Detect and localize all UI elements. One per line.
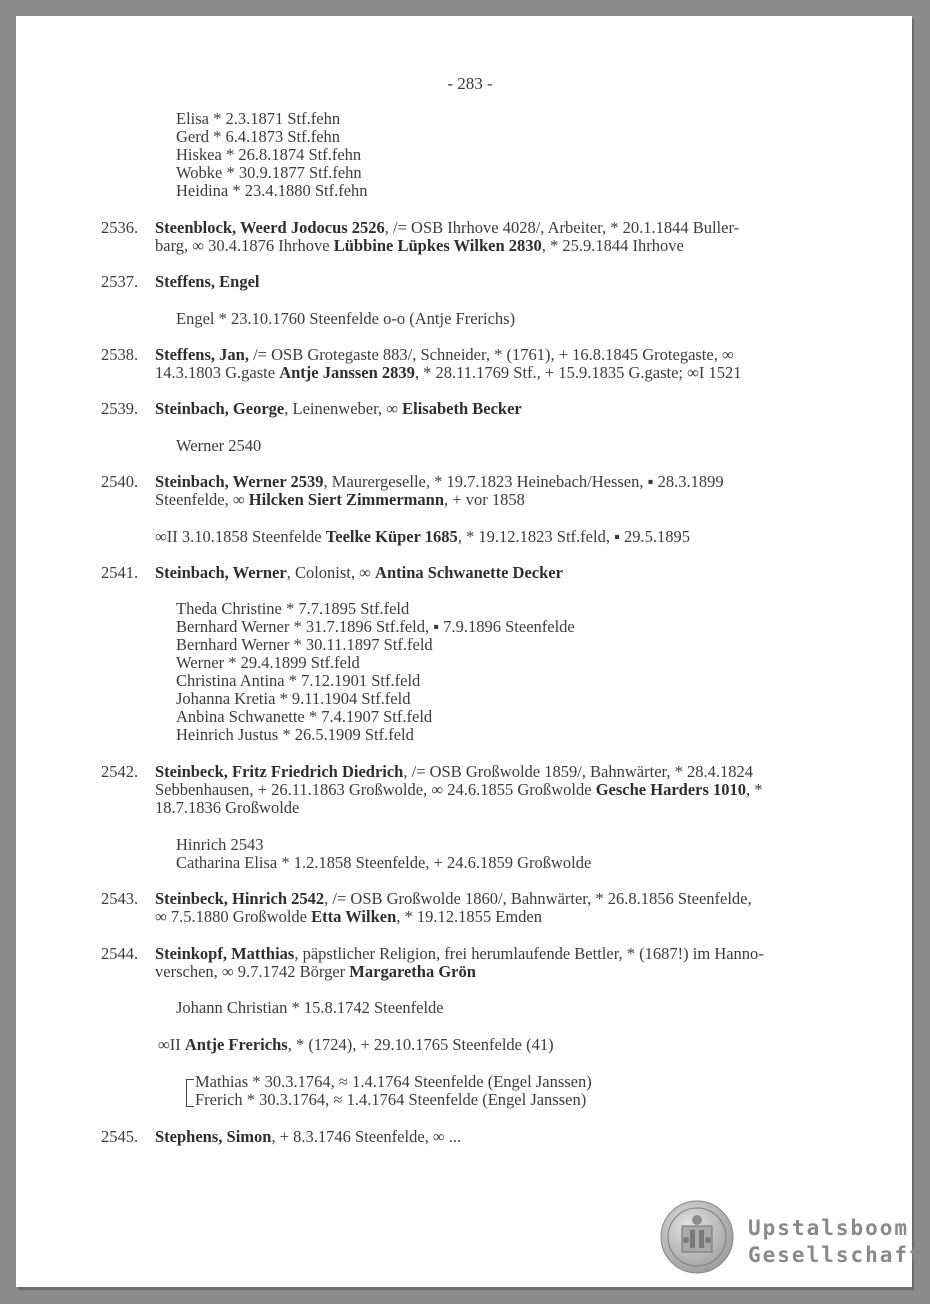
child-line: Werner 2540 [176,436,262,455]
child-line: Hinrich 2543 [176,835,264,854]
entry-line: Stephens, Simon, + 8.3.1746 Steenfelde, ∞ ... [155,1127,462,1146]
child-line: Johanna Kretia * 9.11.1904 Stf.feld [176,689,411,708]
person-name: Steinbach, George [155,399,285,418]
entry-number: 2539. [101,399,139,418]
entry-number: 2543. [101,889,139,908]
entry-line [155,273,260,291]
entry-line: Steinkopf, Matthias, päpstlicher Religion, frei herumlaufende Bettler, * (1687!) im Hanno- [155,944,764,963]
logo-subtitle: Gesellschaft [748,1243,924,1267]
child-line: Gerd * 6.4.1873 Stf.fehn [176,127,341,146]
person-name: Steinbeck, Fritz Friedrich Diedrich [155,762,404,781]
person-name: Steinkopf, Matthias [155,944,295,963]
person-name: Steenblock, Weerd Jodocus 2526 [155,218,385,237]
spouse-name: Hilcken Siert Zimmermann [248,490,445,509]
logo-title: Upstalsboom [748,1216,910,1240]
second-marriage-line: ∞II 3.10.1858 Steenfelde Teelke Küper 1685, * 19.12.1823 Stf.feld, ▪ 29.5.1895 [155,527,691,546]
entry-line: Steenblock, Weerd Jodocus 2526, /= OSB Ihrhove 4028/, Arbeiter, * 20.1.1844 Buller- [155,218,740,237]
child-line: Bernhard Werner * 31.7.1896 Stf.feld, ▪ 7.9.1896 Steenfelde [176,617,575,636]
child-line: Wobke * 30.9.1877 Stf.fehn [176,163,362,182]
entry-line: Steinbach, George, Leinenweber, ∞ Elisabeth Becker [155,399,522,418]
person-name: Stephens, Simon [155,1127,272,1146]
page-number: - 283 - [447,74,493,93]
person-name: Steinbach, Werner [155,563,287,582]
entry-number: 2537. [101,272,139,291]
entry-number: 2536. [101,218,139,237]
spouse-name: Antje Frerichs [184,1035,288,1054]
entry-number: 2538. [101,345,139,364]
child-line: Anbina Schwanette * 7.4.1907 Stf.feld [176,707,433,726]
entry-line: barg, ∞ 30.4.1876 Ihrhove Lübbine Lüpkes Wilken 2830, * 25.9.1844 Ihrhove [155,236,684,255]
entry-line: verschen, ∞ 9.7.1742 Börger Margaretha Grön [155,962,476,981]
spouse-name: Antina Schwanette Decker [375,563,563,582]
twins-bracket [186,1079,194,1107]
entry-number: 2544. [101,944,139,963]
entry-line: Steinbeck, Hinrich 2542, /= OSB Großwolde 1860/, Bahnwärter, * 26.8.1856 Steenfelde, [155,889,752,908]
entry-number: 2540. [101,472,139,491]
entry-number: 2545. [101,1127,139,1146]
second-marriage-line: ∞II Antje Frerichs, * (1724), + 29.10.1765 Steenfelde (41) [158,1035,554,1054]
entry-line: Steinbeck, Fritz Friedrich Diedrich, /= OSB Großwolde 1859/, Bahnwärter, * 28.4.1824 [155,762,753,781]
person-name: Steffens, Engel [155,272,260,291]
child-line: Bernhard Werner * 30.11.1897 Stf.feld [176,635,433,654]
child-line: Elisa * 2.3.1871 Stf.fehn [176,109,341,128]
entry-line: Sebbenhausen, + 26.11.1863 Großwolde, ∞ 24.6.1855 Großwolde Gesche Harders 1010, * [155,780,763,799]
child-line: Catharina Elisa * 1.2.1858 Steenfelde, + 24.6.1859 Großwolde [176,853,592,872]
person-name: Steinbeck, Hinrich 2542 [155,889,325,908]
child-line: Hiskea * 26.8.1874 Stf.fehn [176,145,362,164]
child-line: Werner * 29.4.1899 Stf.feld [176,653,360,672]
entry-line: Steinbach, Werner, Colonist, ∞ Antina Schwanette Decker [155,563,563,582]
person-name: Steinbach, Werner 2539 [155,472,324,491]
entry-line: Steffens, Jan, /= OSB Grotegaste 883/, Schneider, * (1761), + 16.8.1845 Grotegaste, ∞ [155,345,734,364]
child-line: Frerich * 30.3.1764, ≈ 1.4.1764 Steenfelde (Engel Janssen) [195,1090,587,1109]
seal-logo-icon [660,1200,734,1274]
child-line: Heinrich Justus * 26.5.1909 Stf.feld [176,725,414,744]
child-line: Johann Christian * 15.8.1742 Steenfelde [176,998,444,1017]
spouse-name: Gesche Harders 1010 [595,780,747,799]
spouse-name: Antje Janssen 2839 [279,363,415,382]
entry-line: 14.3.1803 G.gaste Antje Janssen 2839, * 28.11.1769 Stf., + 15.9.1835 G.gaste; ∞I 1521 [155,363,742,382]
child-line: Engel * 23.10.1760 Steenfelde o-o (Antje Frerichs) [176,309,516,328]
spouse-name: Elisabeth Becker [402,399,522,418]
spouse-name: Teelke Küper 1685 [325,527,458,546]
person-name: Steffens, Jan, [155,345,249,364]
entry-line: Steenfelde, ∞ Hilcken Siert Zimmermann, + vor 1858 [155,490,525,509]
child-line: Christina Antina * 7.12.1901 Stf.feld [176,671,421,690]
spouse-name: Margaretha Grön [349,962,476,981]
entry-number: 2541. [101,563,139,582]
child-line: Theda Christine * 7.7.1895 Stf.feld [176,599,410,618]
spouse-name: Lübbine Lüpkes Wilken 2830 [333,236,542,255]
entry-line: 18.7.1836 Großwolde [155,798,300,817]
entry-line: ∞ 7.5.1880 Großwolde Etta Wilken, * 19.12.1855 Emden [155,907,542,926]
child-line: Heidina * 23.4.1880 Stf.fehn [176,181,368,200]
spouse-name: Etta Wilken [311,907,397,926]
entry-line: Steinbach, Werner 2539, Maurergeselle, * 19.7.1823 Heinebach/Hessen, ▪ 28.3.1899 [155,472,724,491]
child-line: Mathias * 30.3.1764, ≈ 1.4.1764 Steenfelde (Engel Janssen) [195,1072,592,1091]
entry-number: 2542. [101,762,139,781]
